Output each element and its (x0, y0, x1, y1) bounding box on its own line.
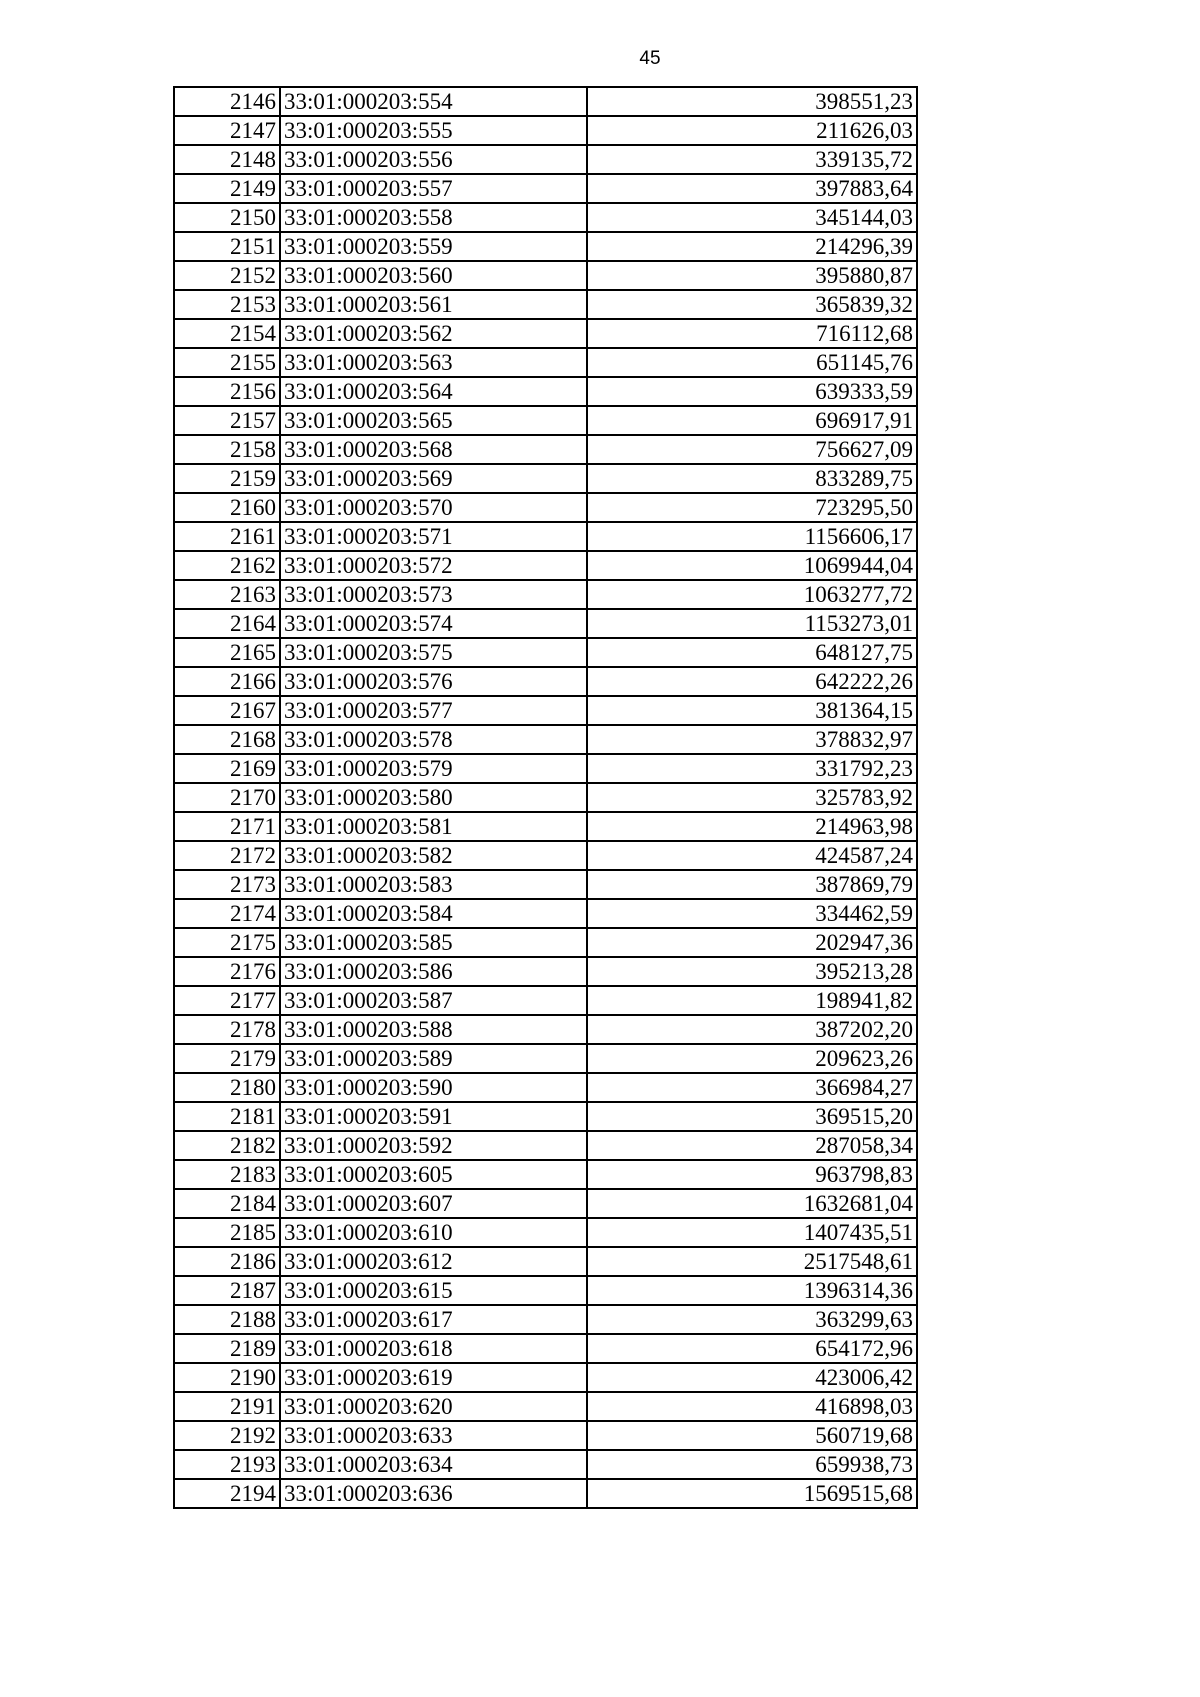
cadastral-value-cell: 1069944,04 (587, 551, 917, 580)
row-number-cell: 2155 (174, 348, 280, 377)
table-row (174, 1421, 917, 1450)
row-number-cell: 2166 (174, 667, 280, 696)
cadastral-value-cell: 366984,27 (587, 1073, 917, 1102)
table-row (174, 812, 917, 841)
cadastral-value-cell: 214963,98 (587, 812, 917, 841)
table-row (174, 870, 917, 899)
row-number-cell: 2177 (174, 986, 280, 1015)
table-row (174, 1131, 917, 1160)
cadastral-value-cell: 345144,03 (587, 203, 917, 232)
table-row (174, 493, 917, 522)
row-number-cell: 2183 (174, 1160, 280, 1189)
cadastral-value-cell: 209623,26 (587, 1044, 917, 1073)
row-number-cell: 2160 (174, 493, 280, 522)
table-row (174, 1015, 917, 1044)
row-number-cell: 2170 (174, 783, 280, 812)
row-number-cell: 2153 (174, 290, 280, 319)
cadastral-value-cell: 651145,76 (587, 348, 917, 377)
table-row (174, 580, 917, 609)
table-row (174, 957, 917, 986)
table-row (174, 1334, 917, 1363)
cadastral-number-cell: 33:01:000203:592 (280, 1131, 587, 1160)
cadastral-value-cell: 334462,59 (587, 899, 917, 928)
row-number-cell: 2156 (174, 377, 280, 406)
table-row (174, 754, 917, 783)
table-row (174, 638, 917, 667)
table-row (174, 116, 917, 145)
row-number-cell: 2158 (174, 435, 280, 464)
row-number-cell: 2174 (174, 899, 280, 928)
cadastral-number-cell: 33:01:000203:577 (280, 696, 587, 725)
row-number-cell: 2147 (174, 116, 280, 145)
cadastral-value-cell: 378832,97 (587, 725, 917, 754)
cadastral-number-cell: 33:01:000203:615 (280, 1276, 587, 1305)
cadastral-number-cell: 33:01:000203:579 (280, 754, 587, 783)
cadastral-value-cell: 398551,23 (587, 87, 917, 116)
cadastral-value-cell: 214296,39 (587, 232, 917, 261)
cadastral-number-cell: 33:01:000203:586 (280, 957, 587, 986)
row-number-cell: 2185 (174, 1218, 280, 1247)
row-number-cell: 2157 (174, 406, 280, 435)
table-row (174, 522, 917, 551)
row-number-cell: 2188 (174, 1305, 280, 1334)
cadastral-value-cell: 659938,73 (587, 1450, 917, 1479)
row-number-cell: 2159 (174, 464, 280, 493)
row-number-cell: 2152 (174, 261, 280, 290)
cadastral-value-cell: 202947,36 (587, 928, 917, 957)
row-number-cell: 2149 (174, 174, 280, 203)
cadastral-number-cell: 33:01:000203:561 (280, 290, 587, 319)
table-row (174, 1363, 917, 1392)
cadastral-number-cell: 33:01:000203:564 (280, 377, 587, 406)
cadastral-value-cell: 387202,20 (587, 1015, 917, 1044)
cadastral-number-cell: 33:01:000203:563 (280, 348, 587, 377)
row-number-cell: 2189 (174, 1334, 280, 1363)
row-number-cell: 2190 (174, 1363, 280, 1392)
table-row (174, 203, 917, 232)
row-number-cell: 2194 (174, 1479, 280, 1508)
cadastral-value-cell: 365839,32 (587, 290, 917, 319)
cadastral-number-cell: 33:01:000203:591 (280, 1102, 587, 1131)
cadastral-value-cell: 833289,75 (587, 464, 917, 493)
cadastral-number-cell: 33:01:000203:558 (280, 203, 587, 232)
cadastral-number-cell: 33:01:000203:557 (280, 174, 587, 203)
cadastral-number-cell: 33:01:000203:612 (280, 1247, 587, 1276)
table-row (174, 406, 917, 435)
cadastral-number-cell: 33:01:000203:636 (280, 1479, 587, 1508)
cadastral-number-cell: 33:01:000203:554 (280, 87, 587, 116)
cadastral-number-cell: 33:01:000203:560 (280, 261, 587, 290)
table-row (174, 1102, 917, 1131)
cadastral-value-cell: 639333,59 (587, 377, 917, 406)
cadastral-number-cell: 33:01:000203:619 (280, 1363, 587, 1392)
cadastral-value-cell: 424587,24 (587, 841, 917, 870)
table-row (174, 87, 917, 116)
cadastral-number-cell: 33:01:000203:620 (280, 1392, 587, 1421)
row-number-cell: 2176 (174, 957, 280, 986)
cadastral-value-cell: 642222,26 (587, 667, 917, 696)
row-number-cell: 2173 (174, 870, 280, 899)
row-number-cell: 2175 (174, 928, 280, 957)
cadastral-number-cell: 33:01:000203:572 (280, 551, 587, 580)
cadastral-value-cell: 1063277,72 (587, 580, 917, 609)
cadastral-number-cell: 33:01:000203:585 (280, 928, 587, 957)
row-number-cell: 2193 (174, 1450, 280, 1479)
row-number-cell: 2192 (174, 1421, 280, 1450)
cadastral-value-cell: 648127,75 (587, 638, 917, 667)
cadastral-value-cell: 1156606,17 (587, 522, 917, 551)
cadastral-value-cell: 1632681,04 (587, 1189, 917, 1218)
row-number-cell: 2182 (174, 1131, 280, 1160)
table-row (174, 435, 917, 464)
cadastral-number-cell: 33:01:000203:588 (280, 1015, 587, 1044)
cadastral-number-cell: 33:01:000203:571 (280, 522, 587, 551)
cadastral-value-cell: 1396314,36 (587, 1276, 917, 1305)
cadastral-number-cell: 33:01:000203:610 (280, 1218, 587, 1247)
cadastral-number-cell: 33:01:000203:583 (280, 870, 587, 899)
cadastral-number-cell: 33:01:000203:559 (280, 232, 587, 261)
cadastral-number-cell: 33:01:000203:578 (280, 725, 587, 754)
cadastral-value-cell: 198941,82 (587, 986, 917, 1015)
table-row (174, 1450, 917, 1479)
cadastral-value-cell: 287058,34 (587, 1131, 917, 1160)
cadastral-value-cell: 423006,42 (587, 1363, 917, 1392)
cadastral-value-cell: 369515,20 (587, 1102, 917, 1131)
table-row (174, 899, 917, 928)
table-row (174, 783, 917, 812)
cadastral-number-cell: 33:01:000203:565 (280, 406, 587, 435)
row-number-cell: 2165 (174, 638, 280, 667)
cadastral-number-cell: 33:01:000203:555 (280, 116, 587, 145)
cadastral-number-cell: 33:01:000203:617 (280, 1305, 587, 1334)
table-row (174, 1392, 917, 1421)
table-row (174, 377, 917, 406)
row-number-cell: 2178 (174, 1015, 280, 1044)
cadastral-value-cell: 331792,23 (587, 754, 917, 783)
table-row (174, 1479, 917, 1508)
cadastral-number-cell: 33:01:000203:582 (280, 841, 587, 870)
cadastral-value-cell: 696917,91 (587, 406, 917, 435)
table-row (174, 1160, 917, 1189)
row-number-cell: 2187 (174, 1276, 280, 1305)
table-row (174, 667, 917, 696)
cadastral-value-cell: 416898,03 (587, 1392, 917, 1421)
cadastral-number-cell: 33:01:000203:607 (280, 1189, 587, 1218)
table-row (174, 841, 917, 870)
row-number-cell: 2180 (174, 1073, 280, 1102)
table-row (174, 145, 917, 174)
cadastral-value-cell: 387869,79 (587, 870, 917, 899)
cadastral-value-cell: 1569515,68 (587, 1479, 917, 1508)
table-body (174, 87, 917, 1508)
cadastral-number-cell: 33:01:000203:574 (280, 609, 587, 638)
cadastral-value-cell: 397883,64 (587, 174, 917, 203)
table-row (174, 696, 917, 725)
row-number-cell: 2163 (174, 580, 280, 609)
cadastral-number-cell: 33:01:000203:562 (280, 319, 587, 348)
row-number-cell: 2186 (174, 1247, 280, 1276)
cadastral-number-cell: 33:01:000203:575 (280, 638, 587, 667)
cadastral-number-cell: 33:01:000203:634 (280, 1450, 587, 1479)
cadastral-number-cell: 33:01:000203:568 (280, 435, 587, 464)
table-row (174, 1073, 917, 1102)
table-row (174, 609, 917, 638)
cadastral-value-cell: 963798,83 (587, 1160, 917, 1189)
cadastral-number-cell: 33:01:000203:633 (280, 1421, 587, 1450)
table-row (174, 319, 917, 348)
cadastral-number-cell: 33:01:000203:580 (280, 783, 587, 812)
page-number: 45 (639, 48, 661, 69)
cadastral-number-cell: 33:01:000203:589 (280, 1044, 587, 1073)
table-row (174, 1189, 917, 1218)
table-row (174, 1305, 917, 1334)
table-row (174, 1276, 917, 1305)
row-number-cell: 2151 (174, 232, 280, 261)
table-row (174, 174, 917, 203)
cadastral-value-cell: 395880,87 (587, 261, 917, 290)
cadastral-value-cell: 654172,96 (587, 1334, 917, 1363)
cadastral-value-cell: 211626,03 (587, 116, 917, 145)
table-row (174, 551, 917, 580)
cadastral-value-cell: 756627,09 (587, 435, 917, 464)
row-number-cell: 2184 (174, 1189, 280, 1218)
cadastral-value-cell: 1153273,01 (587, 609, 917, 638)
row-number-cell: 2179 (174, 1044, 280, 1073)
table-row (174, 348, 917, 377)
table-row (174, 1218, 917, 1247)
row-number-cell: 2191 (174, 1392, 280, 1421)
table-row (174, 464, 917, 493)
row-number-cell: 2154 (174, 319, 280, 348)
cadastral-number-cell: 33:01:000203:576 (280, 667, 587, 696)
table-row (174, 1247, 917, 1276)
row-number-cell: 2181 (174, 1102, 280, 1131)
cadastral-number-cell: 33:01:000203:584 (280, 899, 587, 928)
cadastral-value-cell: 339135,72 (587, 145, 917, 174)
cadastral-number-cell: 33:01:000203:605 (280, 1160, 587, 1189)
cadastral-number-cell: 33:01:000203:590 (280, 1073, 587, 1102)
cadastral-value-table (173, 86, 918, 1509)
row-number-cell: 2164 (174, 609, 280, 638)
row-number-cell: 2150 (174, 203, 280, 232)
cadastral-value-cell: 381364,15 (587, 696, 917, 725)
cadastral-value-cell: 723295,50 (587, 493, 917, 522)
row-number-cell: 2146 (174, 87, 280, 116)
cadastral-number-cell: 33:01:000203:570 (280, 493, 587, 522)
table-row (174, 928, 917, 957)
row-number-cell: 2162 (174, 551, 280, 580)
cadastral-value-cell: 2517548,61 (587, 1247, 917, 1276)
cadastral-value-cell: 1407435,51 (587, 1218, 917, 1247)
cadastral-value-cell: 716112,68 (587, 319, 917, 348)
row-number-cell: 2168 (174, 725, 280, 754)
cadastral-number-cell: 33:01:000203:587 (280, 986, 587, 1015)
cadastral-value-cell: 560719,68 (587, 1421, 917, 1450)
cadastral-number-cell: 33:01:000203:556 (280, 145, 587, 174)
cadastral-number-cell: 33:01:000203:581 (280, 812, 587, 841)
row-number-cell: 2148 (174, 145, 280, 174)
table-row (174, 1044, 917, 1073)
cadastral-number-cell: 33:01:000203:573 (280, 580, 587, 609)
row-number-cell: 2172 (174, 841, 280, 870)
cadastral-value-cell: 395213,28 (587, 957, 917, 986)
table-row (174, 986, 917, 1015)
table-row (174, 725, 917, 754)
table-row (174, 290, 917, 319)
table-row (174, 261, 917, 290)
row-number-cell: 2171 (174, 812, 280, 841)
cadastral-value-cell: 325783,92 (587, 783, 917, 812)
cadastral-number-cell: 33:01:000203:569 (280, 464, 587, 493)
table-row (174, 232, 917, 261)
row-number-cell: 2161 (174, 522, 280, 551)
cadastral-value-cell: 363299,63 (587, 1305, 917, 1334)
cadastral-number-cell: 33:01:000203:618 (280, 1334, 587, 1363)
row-number-cell: 2169 (174, 754, 280, 783)
row-number-cell: 2167 (174, 696, 280, 725)
